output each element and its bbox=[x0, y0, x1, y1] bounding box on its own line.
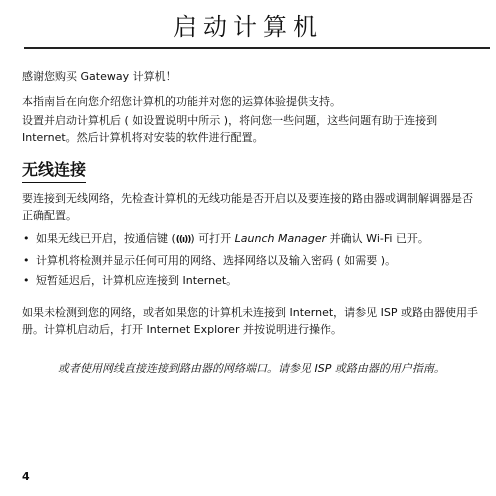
list-item bbox=[22, 230, 482, 249]
bullet-dot: • bbox=[23, 232, 30, 245]
intro-purpose: 本指南旨在向您介绍您计算机的功能并对您的运算体验提供支持。 bbox=[22, 95, 341, 108]
intro-setup: 设置并启动计算机后 ( 如设置说明中所示 )，将问您一些问题，这些问题有助于连接到 Internet。然后计算机将对安装的软件进行配置。 bbox=[22, 114, 438, 144]
intro-thanks: 感谢您购买 Gateway 计算机！ bbox=[22, 70, 177, 83]
bullet-text-suffix: 并确认 Wi-Fi 已开。 bbox=[326, 232, 429, 245]
bullet-text-middle: ) 可打开 bbox=[190, 232, 235, 245]
wireless-communication-icon: ((ı)) bbox=[175, 235, 191, 245]
bullet-text: 计算机将检测并显示任何可用的网络、选择网络以及输入密码 ( 如需要 )。 bbox=[36, 254, 397, 267]
page-number: 4 bbox=[22, 470, 30, 483]
list-item bbox=[22, 252, 482, 269]
bullet-dot: • bbox=[23, 274, 30, 287]
launch-manager-label: Launch Manager bbox=[234, 232, 327, 245]
bullet-text: 短暂延迟后，计算机应连接到 Internet。 bbox=[36, 274, 238, 287]
note-text: 或者使用网线直接连接到路由器的网络端口。请参见 ISP 或路由器的用户指南。 bbox=[58, 362, 445, 375]
bullet-text-prefix: 如果无线已开启，按通信键 ( bbox=[36, 232, 176, 245]
list-item bbox=[22, 272, 482, 289]
bullet-dot: • bbox=[23, 254, 30, 267]
bullet-list bbox=[22, 230, 482, 292]
section-heading-wireless: 无线连接 bbox=[22, 159, 86, 183]
page-title: 启动计算机 bbox=[173, 13, 323, 41]
section-followup: 如果未检测到您的网络，或者如果您的计算机未连接到 Internet，请参见 ISP 或路由器使用手册。计算机启动后，打开 Internet Explorer 并按说明进行操作。 bbox=[22, 306, 479, 336]
section-lead: 要连接到无线网络，先检查计算机的无线功能是否开启以及要连接的路由器或调制解调器是否正确配置。 bbox=[22, 192, 473, 222]
title-rule bbox=[24, 47, 490, 49]
